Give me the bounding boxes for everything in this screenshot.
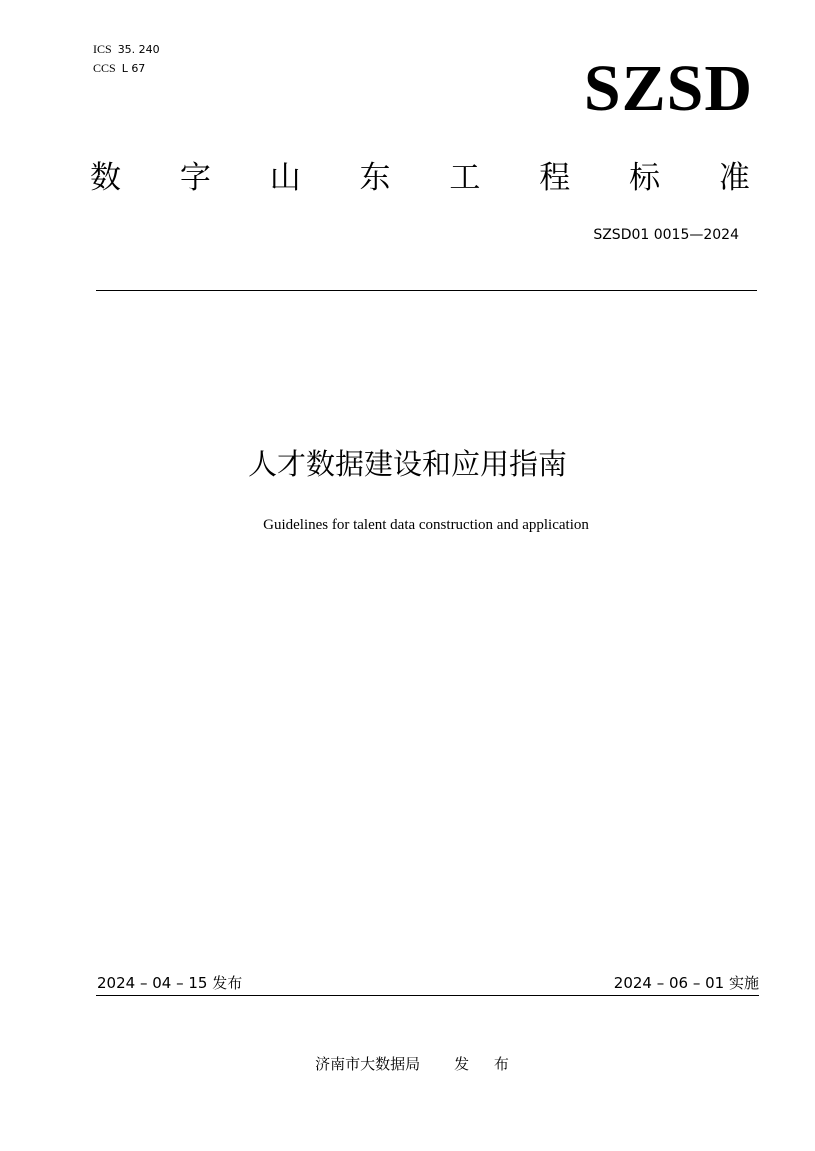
standard-type-char: 工 [449,160,481,196]
standard-type-heading [90,156,750,200]
document-title-chinese: 人才数据建设和应用指南 [247,447,567,481]
standard-type-char: 数 [90,160,121,196]
standard-logo: SZSD [583,52,753,125]
ccs-label: CCS [93,61,116,75]
document-title-english: Guidelines for talent data construction and application [263,517,589,533]
ics-code [93,40,160,59]
implementation-date: 2024 – 06 – 01 实施 [613,974,759,992]
top-divider [96,290,757,291]
standard-type-char: 程 [539,160,571,196]
ics-value: 35. 240 [117,43,160,56]
standard-type-char: 准 [718,160,750,196]
classification-codes [93,40,160,78]
bottom-divider [96,995,759,996]
ccs-code [93,59,160,78]
ccs-value: L 67 [121,62,146,75]
standard-type-char: 山 [269,160,301,196]
standard-type-char: 字 [179,160,211,196]
standard-type-char: 标 [629,160,661,196]
publisher-action: 发 布 [454,1055,519,1073]
publisher-line [0,1053,815,1075]
standard-number: SZSD01 0015—2024 [593,227,739,243]
publisher-name: 济南市大数据局 [315,1055,421,1073]
ics-label: ICS [93,42,112,56]
issue-date: 2024 – 04 – 15 发布 [97,974,243,992]
standard-type-char: 东 [359,160,391,196]
